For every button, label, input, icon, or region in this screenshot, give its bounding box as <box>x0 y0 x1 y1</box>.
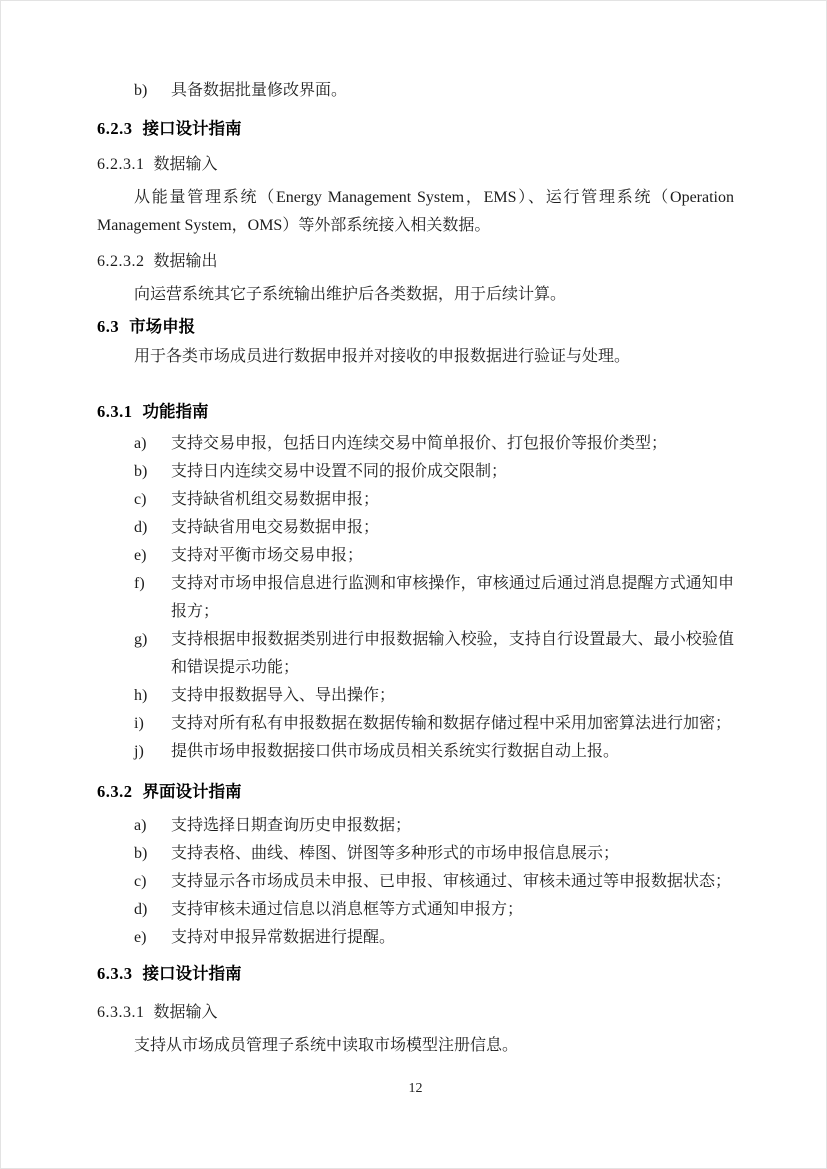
list-item-label: a) <box>134 435 147 452</box>
section-heading-6-3-3-1 <box>97 999 734 1027</box>
section-number: 6.2.3 <box>97 119 133 138</box>
section-heading-6-3-3 <box>97 960 734 988</box>
list-item-text: 支持缺省机组交易数据申报； <box>171 491 380 508</box>
list-item-text: 支持对申报异常数据进行提醒。 <box>171 929 396 946</box>
paragraph-market-declaration: 用于各类市场成员进行数据申报并对接收的申报数据进行验证与处理。 <box>134 348 631 365</box>
list-item-text: 支持申报数据导入、导出操作； <box>171 687 396 704</box>
paragraph-data-input: 从能量管理系统（Energy Management System，EMS）、运行管理系统（Operation Management System，OMS）等外部系统接入相关数据。 <box>97 189 734 234</box>
list-item <box>97 924 734 952</box>
section-number: 6.3.1 <box>97 402 133 421</box>
list-item-text: 提供市场申报数据接口供市场成员相关系统实行数据自动上报。 <box>171 743 620 760</box>
section-heading-6-3 <box>97 313 734 341</box>
list-item <box>97 738 734 766</box>
section-title: 市场申报 <box>129 318 196 336</box>
list-item <box>97 570 734 626</box>
list-item-text: 支持交易申报，包括日内连续交易中简单报价、打包报价等报价类型； <box>171 435 668 452</box>
list-item-label: h) <box>134 687 148 704</box>
list-item <box>97 868 734 896</box>
list-item-label: b) <box>134 82 148 99</box>
list-item <box>97 542 734 570</box>
list-item <box>97 77 734 105</box>
function-guide-list <box>97 430 734 766</box>
section-number: 6.3 <box>97 317 120 336</box>
list-item <box>97 710 734 738</box>
list-item-text: 支持选择日期查询历史申报数据； <box>171 817 412 834</box>
section-title: 功能指南 <box>142 403 209 421</box>
document-content <box>97 77 734 1060</box>
list-item <box>97 486 734 514</box>
list-item-text: 支持显示各市场成员未申报、已申报、审核通过、审核未通过等申报数据状态； <box>171 873 732 890</box>
section-heading-6-2-3-2 <box>97 248 734 276</box>
list-item <box>97 626 734 682</box>
section-heading-6-2-3 <box>97 115 734 143</box>
section-title: 数据输入 <box>153 1004 218 1021</box>
list-continuation <box>97 77 734 105</box>
ui-guide-list <box>97 812 734 952</box>
section-heading-6-3-2 <box>97 778 734 806</box>
list-item-label: b) <box>134 845 148 862</box>
list-item-label: g) <box>134 631 148 648</box>
list-item <box>97 458 734 486</box>
section-heading-6-3-1 <box>97 398 734 426</box>
list-item-text: 支持缺省用电交易数据申报； <box>171 519 380 536</box>
list-item-text: 支持对市场申报信息进行监测和审核操作，审核通过后通过消息提醒方式通知申报方； <box>171 575 734 620</box>
list-item-text: 支持审核未通过信息以消息框等方式通知申报方； <box>171 901 524 918</box>
list-item-label: e) <box>134 547 147 564</box>
list-item-text: 支持对平衡市场交易申报； <box>171 547 364 564</box>
section-title: 数据输入 <box>153 156 218 173</box>
section-number: 6.2.3.2 <box>97 253 145 270</box>
list-item-label: a) <box>134 817 147 834</box>
page-number: 12 <box>408 1081 423 1096</box>
section-heading-6-2-3-1 <box>97 151 734 179</box>
section-number: 6.2.3.1 <box>97 156 145 173</box>
list-item-text: 支持表格、曲线、棒图、饼图等多种形式的市场申报信息展示； <box>171 845 620 862</box>
list-item <box>97 682 734 710</box>
section-title: 数据输出 <box>153 253 218 270</box>
list-item-text: 支持对所有私有申报数据在数据传输和数据存储过程中采用加密算法进行加密； <box>171 715 732 732</box>
list-item-label: i) <box>134 715 144 732</box>
list-item <box>97 896 734 924</box>
section-number: 6.3.2 <box>97 782 133 801</box>
section-title: 界面设计指南 <box>142 783 242 801</box>
list-item-label: e) <box>134 929 147 946</box>
list-item-text: 支持根据申报数据类别进行申报数据输入校验，支持自行设置最大、最小校验值和错误提示功能； <box>171 631 734 676</box>
list-item-label: d) <box>134 519 148 536</box>
list-item <box>97 840 734 868</box>
list-item-text: 支持日内连续交易中设置不同的报价成交限制； <box>171 463 508 480</box>
list-item-label: d) <box>134 901 148 918</box>
list-item-label: f) <box>134 575 145 592</box>
list-item <box>97 514 734 542</box>
section-title: 接口设计指南 <box>142 120 242 138</box>
list-item-label: b) <box>134 463 148 480</box>
list-item-text: 具备数据批量修改界面。 <box>171 82 348 99</box>
list-item <box>97 430 734 458</box>
section-number: 6.3.3.1 <box>97 1004 145 1021</box>
paragraph-data-output: 向运营系统其它子系统输出维护后各类数据，用于后续计算。 <box>134 286 567 303</box>
section-number: 6.3.3 <box>97 964 133 983</box>
list-item <box>97 812 734 840</box>
list-item-label: j) <box>134 743 144 760</box>
list-item-label: c) <box>134 873 147 890</box>
section-title: 接口设计指南 <box>142 965 242 983</box>
paragraph-read-model: 支持从市场成员管理子系统中读取市场模型注册信息。 <box>134 1037 519 1054</box>
list-item-label: c) <box>134 491 147 508</box>
